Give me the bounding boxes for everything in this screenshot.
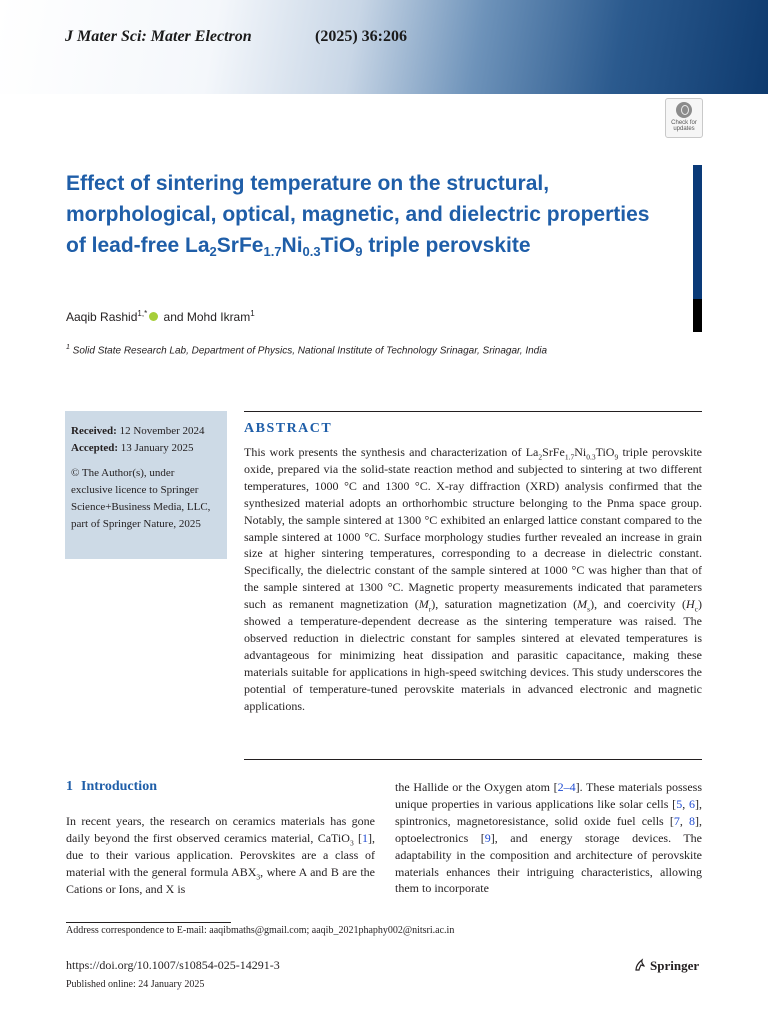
citation-link[interactable]: 7 bbox=[673, 813, 680, 828]
springer-horse-icon bbox=[633, 958, 647, 972]
check-updates-icon bbox=[676, 102, 692, 118]
footnote-divider bbox=[66, 922, 231, 923]
citation-link[interactable]: 1 bbox=[362, 830, 368, 845]
side-accent-bar-black bbox=[693, 299, 702, 332]
check-for-updates-badge[interactable] bbox=[665, 98, 703, 138]
copyright-notice: © The Author(s), under exclusive licence to Springer Science+Business Media, LLC, part of Springer Nature, 2025 bbox=[71, 467, 211, 530]
side-accent-bar-blue bbox=[693, 165, 702, 299]
correspondence-footnote: Address correspondence to E-mail: aaqibmaths@gmail.com; aaqib_2021phaphy002@nitsri.ac.in bbox=[66, 925, 455, 936]
journal-header-band bbox=[0, 0, 768, 94]
intro-column-right: the Hallide or the Oxygen atom [2–4]. These materials possess unique properties in various applications like solar cells [5, 6], spintronics, magnetoresistance, solid oxide fuel cells [7, 8], optoelectronics [9], and energy storage devices. The adaptability in the composition and architecture of perovskite materials enhances their intriguing characteristics, allowing them to incorporate bbox=[395, 780, 703, 896]
abstract-heading: ABSTRACT bbox=[244, 421, 333, 436]
article-title: Effect of sintering temperature on the structural, morphological, optical, magnetic, and dielectric properties of lead-free $La_2SrFe_{1.7}Ni_{0.3}TiO_9$ triple perovskite bbox=[66, 172, 650, 259]
abstract-divider-top bbox=[244, 411, 702, 412]
intro-column-left: In recent years, the research on ceramics materials has gone daily beyond the first observed ceramics material, CaTiO$_3$ [1], due to their various application. Perovskites are a class of material with the general formula $ABX_3$, where A and B are the Cations or Ions, and X is bbox=[66, 814, 375, 896]
citation-link[interactable]: 2–4 bbox=[557, 780, 576, 794]
publisher-logo bbox=[633, 958, 699, 974]
journal-name: J Mater Sci: Mater Electron bbox=[65, 28, 252, 45]
published-date: Published online: 24 January 2025 bbox=[66, 979, 205, 990]
journal-volume: (2025) 36:206 bbox=[315, 28, 407, 45]
accepted-date: Accepted: 13 January 2025 bbox=[71, 442, 194, 454]
abstract-body: This work presents the synthesis and characterization of $La_2SrFe_{1.7}Ni_{0.3}TiO_9$ triple perovskite oxide, prepared via the solid-state reaction method and subjected to sintering at two different temperatures, 1000 °C and 1300 °C. X-ray diffraction (XRD) analysis confirmed that the synthesized material adopts an orthorhombic structure belonging to the Pnma space group. Notably, the sample sintered at 1300 °C exhibited an enlarged lattice constant compared to the sample sintered at 1000 °C. Surface morphology studies further revealed an increase in grain size at higher sintering temperatures, corresponding to a decrease in dielectric constant. Specifically, the dielectric constant of the sample sintered at 1000 °C was higher than that of the sample sintered at 1300 °C. Magnetic property measurements indicated that parameters such as remanent magnetization $(M_r)$, saturation magnetization $(M_s)$, and coercivity $(H_c)$ showed a temperature-dependent decrease as the sintering temperature was raised. The observed reduction in dielectric constant for samples sintered at elevated temperatures is advantageous for minimizing heat dissipation and parasitic capacitance, making these materials suitable for applications in high-speed switching devices. This study underscores the potential of temperature-tuned perovskite materials in advanced electronic and magnetic applications. bbox=[244, 445, 702, 713]
affiliation: $^1$ Solid State Research Lab, Department of Physics, National Institute of Technology Srinagar, Srinagar, India bbox=[66, 344, 548, 357]
check-badge-line2: updates bbox=[673, 126, 695, 132]
received-date: Received: 12 November 2024 bbox=[71, 425, 205, 437]
abstract-divider-bottom bbox=[244, 759, 702, 760]
citation-link[interactable]: 9 bbox=[484, 830, 491, 845]
section-heading-introduction: 1 Introduction bbox=[66, 779, 157, 794]
author-list: Aaqib Rashid$^{1,*}$ and Mohd Ikram$^1$ bbox=[66, 309, 255, 324]
author-name[interactable]: and Mohd Ikram bbox=[160, 310, 251, 324]
publisher-name: Springer bbox=[650, 958, 700, 973]
citation-link[interactable]: 6 bbox=[689, 796, 696, 811]
citation-link[interactable]: 5 bbox=[676, 796, 683, 811]
check-badge-line1: Check for bbox=[671, 120, 697, 126]
author-name[interactable]: Aaqib Rashid bbox=[66, 310, 138, 324]
orcid-icon[interactable] bbox=[149, 312, 158, 321]
doi-link[interactable]: https://doi.org/10.1007/s10854-025-14291-3 bbox=[66, 958, 280, 972]
citation-link[interactable]: 8 bbox=[689, 813, 696, 828]
article-info-box bbox=[65, 411, 227, 559]
